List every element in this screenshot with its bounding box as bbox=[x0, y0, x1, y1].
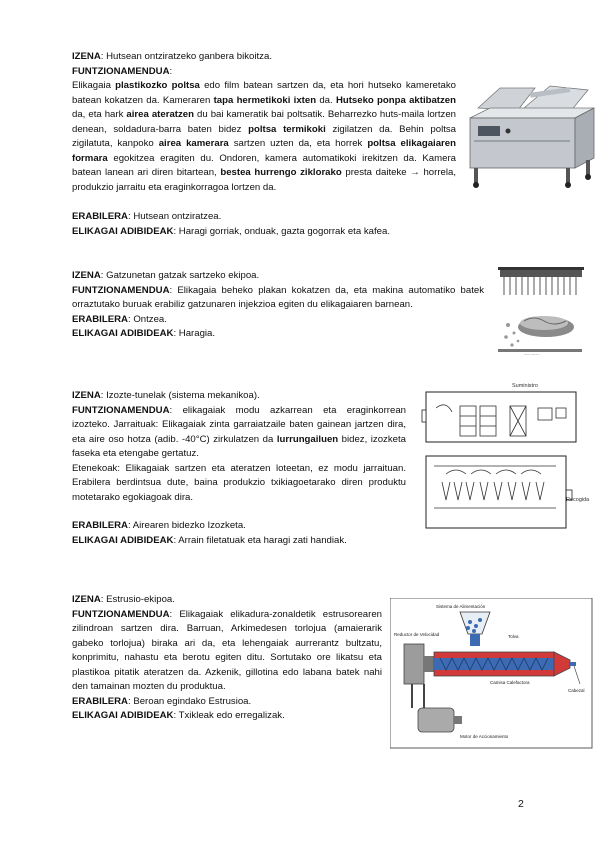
adibideak-line: ELIKAGAI ADIBIDEAK: Haragi gorriak, onduak, gazta gogorrak eta kafea. bbox=[72, 225, 390, 237]
adibideak-line: ELIKAGAI ADIBIDEAK: Arrain filetatuak eta haragi zati handiak. bbox=[72, 534, 347, 546]
bold-term: poltsa elikagaiaren formara bbox=[72, 138, 456, 164]
extruder-diagram bbox=[390, 598, 600, 750]
bold-term: airea ateratzen bbox=[126, 109, 194, 120]
izena-value: Estrusio-ekipoa. bbox=[106, 594, 175, 605]
adibideak-value: Haragi gorriak, onduak, gazta gogorrak eta kafea. bbox=[178, 225, 390, 237]
izena-line: IZENA: Gatzunetan gatzak sartzeko ekipoa. bbox=[72, 270, 260, 281]
adibideak-line: ELIKAGAI ADIBIDEAK: Txikleak edo erregalizak. bbox=[72, 710, 285, 721]
izena-line: IZENA: Estrusio-ekipoa. bbox=[72, 594, 175, 605]
erabilera-value: Ontzea. bbox=[133, 313, 167, 325]
func-text: FUNTZIONAMENDUA: Elikagaia beheko plakan kokatzen da, eta makina automatiko batek orraztutako buruak erabiliz gatzunaren injekzioa egiten du elikagaiaren barnean. bbox=[72, 284, 484, 310]
recovery-label: Recogida bbox=[566, 497, 590, 503]
erabilera-line: ERABILERA: Beroan egindako Estrusioa. bbox=[72, 695, 252, 707]
brine-injector-image bbox=[494, 263, 586, 358]
section-extrusion bbox=[72, 593, 382, 724]
bold-term: airea kamerara bbox=[158, 138, 229, 149]
adibideak-value: Haragia. bbox=[178, 328, 216, 339]
freezing-tunnel-diagram bbox=[416, 378, 598, 540]
section-vacuum-func bbox=[72, 79, 456, 195]
func-text-2: Etenekoak: Elikagaiak sartzen eta ateratzen loteetan, ez modu jarraituan. Erabilera berdintsua dute, baina produkzio txikiagoetarako diren produktu motetarako egokiagoak dira. bbox=[72, 462, 406, 503]
hopper-label: Tolva bbox=[508, 634, 519, 639]
erabilera-value: Beroan egindako Estrusioa. bbox=[133, 695, 252, 707]
bold-term: bestea hurrengo ziklorako bbox=[220, 167, 342, 178]
adibideak-value: Txikleak edo erregalizak. bbox=[178, 710, 285, 721]
izena-value: Gatzunetan gatzak sartzeko ekipoa. bbox=[106, 270, 260, 281]
func-text: FUNTZIONAMENDUA: elikagaiak modu azkarrean eta eraginkorrean izozteko. Jarraituak: Elikagaiak zinta garraiatzaile baten gainean jartzen dira, eta aire oso hotza (adib. -40°C) zirkulatzen da lurrungailuen bidez, izozketa faseka eta etengabe gertatuz. bbox=[72, 404, 406, 459]
func-text: FUNTZIONAMENDUA: Elikagaiak elikadura-zonaldetik estrusorearen zilindroan sartzen dira. Barruan, Arkimedesen torlojua (amaierarik gabeko torlojua) biraka ari da, eta lehengaiak aurrerantz bultzatu, konprimitu, nahastu eta berotu egiten ditu. Sortutako ore likatsu eta plastikoa pitatik ateratzen da. Azkenik, gillotina edo labana batek nahi den tamainan mozten du produktua. bbox=[72, 608, 382, 692]
bold-term: Hutseko ponpa aktibatzen bbox=[335, 94, 456, 106]
supply-label: Suministro bbox=[512, 383, 538, 389]
adibideak-value: Arrain filetatuak eta haragi zati handiak. bbox=[178, 534, 347, 546]
feed-system-label: Sistema de Alimentación bbox=[436, 604, 486, 609]
bold-term: lurrungailuen bbox=[276, 433, 339, 445]
erabilera-line: ERABILERA: Airearen bidezko Izozketa. bbox=[72, 520, 246, 531]
vacuum-machine-image bbox=[460, 78, 600, 190]
izena-line: IZENA: Hutsean ontziratzeko ganbera bikoitza. bbox=[72, 51, 272, 62]
func-text: Elikagaia plastikozko poltsa edo film batean sartzen da, eta hori hutseko kameretako batean kokatzen da. Kameraren tapa hermetikoki ixten da. Hutseko ponpa aktibatzen da, eta hark airea ateratzen du bai kameratik bai poltsatik. Beharrezko huts-maila lortzen denean, soldadura-barra baten bidez poltsa termikoki zigilatzen da. Behin poltsa zigilatuta, kanpoko airea kamerara sartzen uzten da, eta horrek poltsa elikagaiaren formara egokitzea eragiten du. Ondoren, kamera automatikoki irekitzen da. Kamera batean lanean ari diren bitartean, bestea hurrengo ziklorako presta daiteke → horrela, produkzio jarraitu eta eraginkorragoa lortzen da. bbox=[72, 80, 457, 193]
erabilera-value: Airearen bidezko Izozketa. bbox=[132, 520, 246, 531]
svg-text:~~~ ~~~~: ~~~ ~~~~ bbox=[524, 353, 540, 357]
barrel-label: Camisa Calefactora bbox=[490, 680, 530, 685]
page-number: 2 bbox=[518, 798, 524, 810]
erabilera-value: Hutsean ontziratzea. bbox=[133, 211, 222, 222]
section-vacuum bbox=[72, 50, 456, 79]
motor-label: Motor de Accionamiento bbox=[460, 734, 509, 739]
section-brine bbox=[72, 269, 484, 342]
adibideak-line: ELIKAGAI ADIBIDEAK: Haragia. bbox=[72, 328, 216, 339]
erabilera-line: ERABILERA: Hutsean ontziratzea. bbox=[72, 211, 222, 222]
func-label-line: FUNTZIONAMENDUA: bbox=[72, 65, 173, 77]
section-vacuum-bottom bbox=[72, 210, 472, 239]
izena-line: IZENA: Izozte-tunelak (sistema mekanikoa). bbox=[72, 390, 260, 401]
section-freezing-bottom bbox=[72, 519, 472, 548]
die-label: Cabezal bbox=[568, 688, 585, 693]
bold-term: plastikozko poltsa bbox=[115, 80, 200, 91]
bold-term: tapa hermetikoki ixten bbox=[213, 94, 317, 106]
section-freezing bbox=[72, 389, 406, 505]
izena-value: Izozte-tunelak (sistema mekanikoa). bbox=[106, 390, 260, 401]
izena-value: Hutsean ontziratzeko ganbera bikoitza. bbox=[106, 51, 272, 62]
bold-term: poltsa termikoki bbox=[248, 123, 326, 135]
reducer-label: Reductor de Velocidad bbox=[394, 632, 440, 637]
erabilera-line: ERABILERA: Ontzea. bbox=[72, 313, 167, 325]
